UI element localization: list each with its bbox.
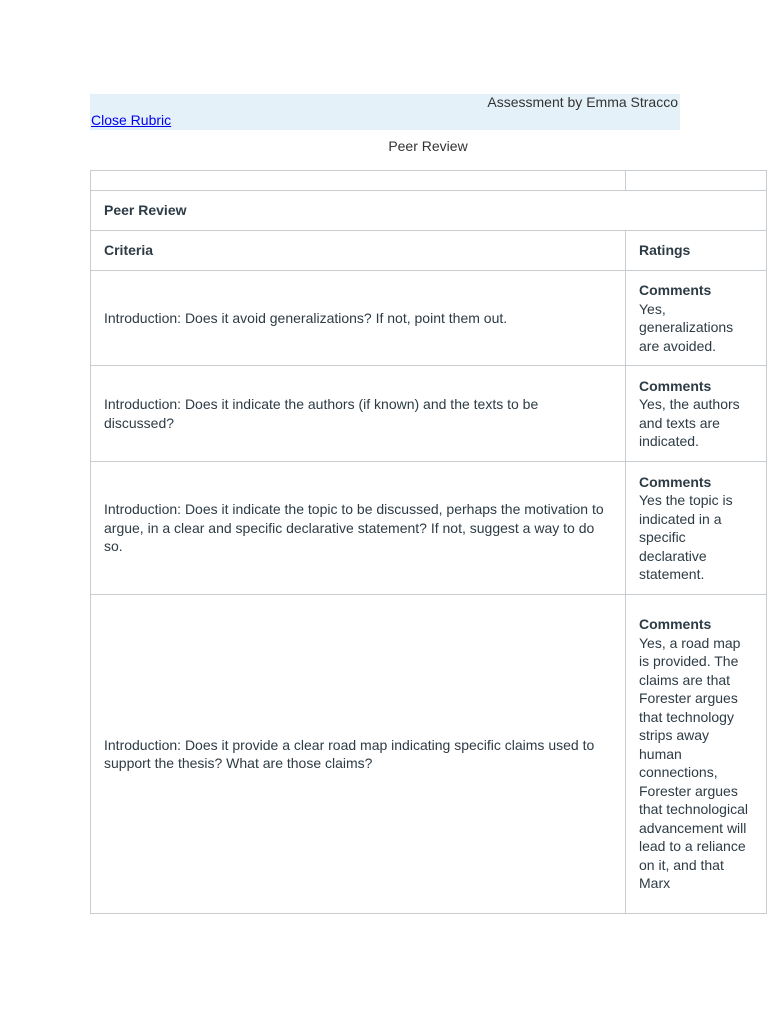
criterion-row (91, 271, 767, 366)
assessment-by-label: Assessment by Emma Stracco (487, 94, 678, 110)
rubric-spacer-row (91, 171, 767, 191)
rating-cell (626, 366, 767, 462)
criterion-description: Introduction: Does it provide a clear road map indicating specific claims used to support the thesis? What are those claims? (91, 595, 626, 914)
comment-text: Yes, a road map is provided. The claims are that Forester argues that technology strips away human connections, Forester argues that technological advancement will lead to a reliance on it, and that Marx (639, 634, 748, 892)
criterion-description: Introduction: Does it avoid generalizations? If not, point them out. (91, 271, 626, 366)
rubric-title: Peer Review (91, 191, 767, 231)
comment-text: Yes, the authors and texts are indicated. (639, 396, 740, 449)
rubric-caption: Peer Review (388, 138, 468, 154)
criteria-column-header: Criteria (91, 231, 626, 271)
criterion-row (91, 366, 767, 462)
rating-cell (626, 271, 767, 366)
rating-cell (626, 595, 767, 914)
criterion-row (91, 595, 767, 914)
assessment-header (90, 94, 680, 130)
rating-cell (626, 462, 767, 595)
comment-text: Yes, generalizations are avoided. (639, 300, 734, 354)
rubric-table (90, 170, 767, 914)
rubric-title-row (91, 191, 767, 231)
criterion-description: Introduction: Does it indicate the topic to be discussed, perhaps the motivation to argue, in a clear and specific declarative statement? If not, suggest a way to do so. (91, 462, 626, 595)
comments-label: Comments (639, 377, 712, 394)
ratings-column-header: Ratings (626, 231, 767, 271)
spacer-cell (626, 171, 767, 191)
criterion-row (91, 462, 767, 595)
comments-label: Comments (639, 473, 712, 490)
comment-text: Yes the topic is indicated in a specific declarative statement. (639, 492, 733, 582)
criterion-description: Introduction: Does it indicate the authors (if known) and the texts to be discussed? (91, 366, 626, 462)
rubric-header-row (91, 231, 767, 271)
comments-label: Comments (639, 282, 712, 298)
comments-label: Comments (639, 616, 712, 633)
close-rubric-link[interactable]: Close Rubric (91, 112, 172, 128)
spacer-cell (91, 171, 626, 191)
